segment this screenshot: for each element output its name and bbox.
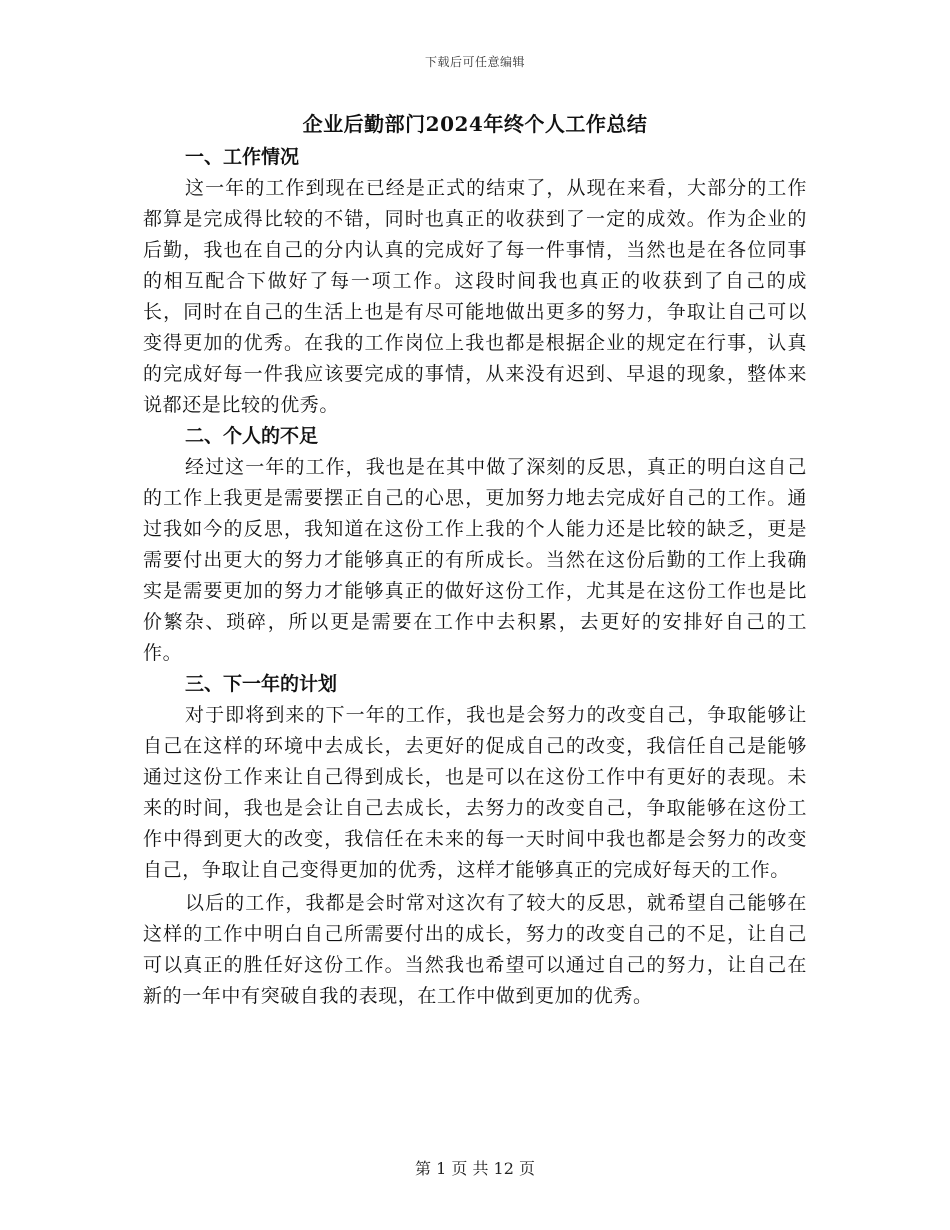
header-note: 下载后可任意编辑 xyxy=(424,55,525,69)
paragraph: 这一年的工作到现在已经是正式的结束了，从现在来看，大部分的工作都算是完成得比较的不错，同时也真正的收获到了一定的成效。作为企业的后勤，我也在自己的分内认真的完成好了每一件事情，当然也是在各位同事的相互配合下做好了每一项工作。这段时间我也真正的收获到了自己的成长，同时在自己的生活上也是有尽可能地做出更多的努力，争取让自己可以变得更加的优秀。在我的工作岗位上我也都是根据企业的规定在行事，认真的完成好每一件我应该要完成的事情，从来没有迟到、早退的现象，整体来说都还是比较的优秀。 xyxy=(143,177,807,416)
paragraph: 对于即将到来的下一年的工作，我也是会努力的改变自己，争取能够让自己在这样的环境中去成长，去更好的促成自己的改变，我信任自己是能够通过这份工作来让自己得到成长，也是可以在这份工作中有更好的表现。未来的时间，我也是会让自己去成长，去努力的改变自己，争取能够在这份工作中得到更大的改变，我信任在未来的每一天时间中我也都是会努力的改变自己，争取让自己变得更加的优秀，这样才能够真正的完成好每天的工作。 xyxy=(143,704,807,881)
section-shortcomings xyxy=(143,421,807,669)
section-work-status xyxy=(143,142,807,421)
document-body xyxy=(143,106,807,1012)
paragraph: 经过这一年的工作，我也是在其中做了深刻的反思，真正的明白这自己的工作上我更是需要摆正自己的心思，更加努力地去完成好自己的工作。通过我如今的反思，我知道在这份工作上我的个人能力还是比较的缺乏，更是需要付出更大的努力才能够真正的有所成长。当然在这份后勤的工作上我确实是需要更加的努力才能够真正的做好这份工作，尤其是在这份工作也是比价繁杂、琐碎，所以更是需要在工作中去积累，去更好的安排好自己的工作。 xyxy=(143,456,807,664)
section-heading: 二、个人的不足 xyxy=(185,425,319,447)
page-number-footer: 第 1 页 共 12 页 xyxy=(415,1159,535,1178)
section-heading: 一、工作情况 xyxy=(185,146,300,168)
document-title: 企业后勤部门2024年终个人工作总结 xyxy=(302,112,648,136)
section-heading: 三、下一年的计划 xyxy=(185,673,338,695)
section-next-year-plan xyxy=(143,669,807,1012)
paragraph: 以后的工作，我都是会时常对这次有了较大的反思，就希望自己能够在这样的工作中明白自己所需要付出的成长，努力的改变自己的不足，让自己可以真正的胜任好这份工作。当然我也希望可以通过自己的努力，让自己在新的一年中有突破自我的表现，在工作中做到更加的优秀。 xyxy=(143,892,807,1007)
